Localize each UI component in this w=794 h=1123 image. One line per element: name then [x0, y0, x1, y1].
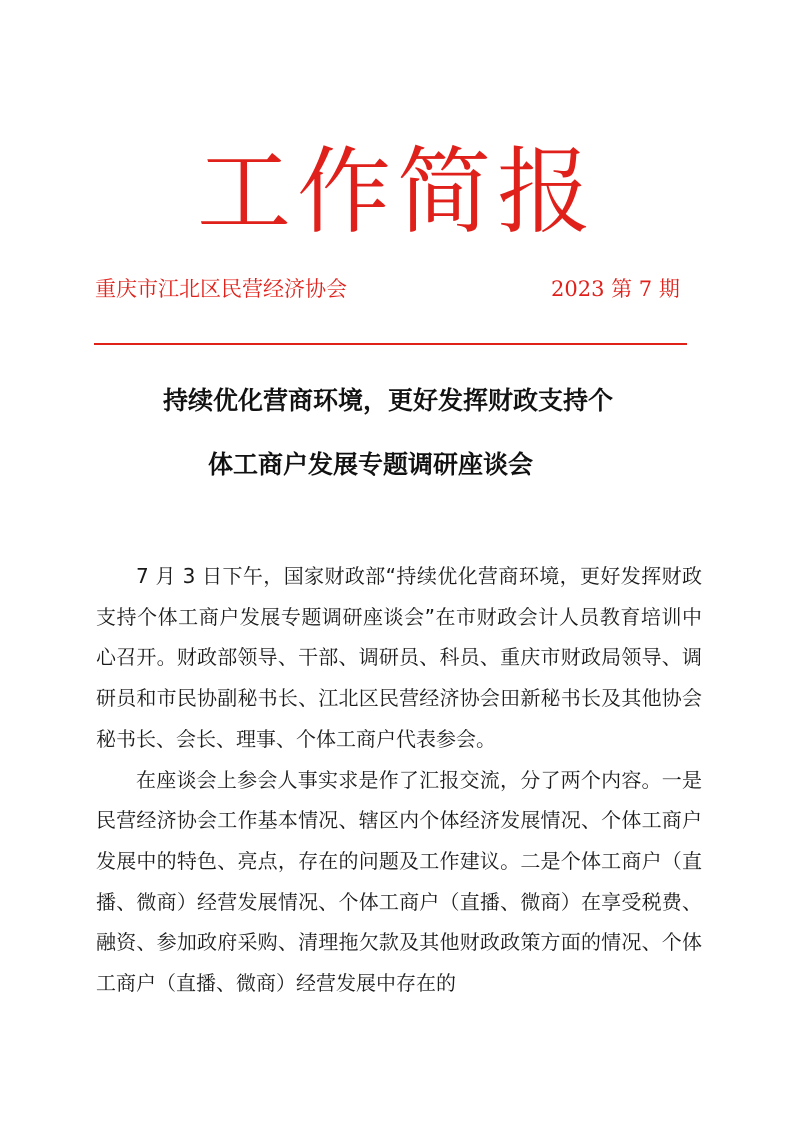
issue-number: 2023 第 7 期: [551, 277, 680, 301]
article-paragraph-2: 在座谈会上参会人事实求是作了汇报交流，分了两个内容。一是民营经济协会工作基本情况、辖区内个体经济发展情况、个体工商户发展中的特色、亮点，存在的问题及工作建议。二是个体工商户（直播、微商）经营发展情况、个体工商户（直播、微商）在享受税费、融资、参加政府采购、清理拖欠款及其他财政政策方面的情况、个体工商户（直播、微商）经营发展中存在的: [96, 767, 702, 996]
header-divider: [94, 343, 687, 345]
article-headline-line1: 持续优化营商环境，更好发挥财政支持个: [163, 386, 614, 415]
article-paragraph-1: 7 月 3 日下午，国家财政部“持续优化营商环境，更好发挥财政支持个体工商户发展专题调研座谈会”在市财政会计人员教育培训中心召开。财政部领导、干部、调研员、科员、重庆市财政局领导、调研员和市民协副秘书长、江北区民营经济协会田新秘书长及其他协会秘书长、会长、理事、个体工商户代表参会。: [96, 564, 702, 751]
article-headline-line2: 体工商户发展专题调研座谈会: [208, 450, 534, 479]
article-body: [96, 556, 702, 1004]
masthead-title: 工作简报: [196, 138, 597, 247]
organization-name: 重庆市江北区民营经济协会: [95, 277, 347, 301]
